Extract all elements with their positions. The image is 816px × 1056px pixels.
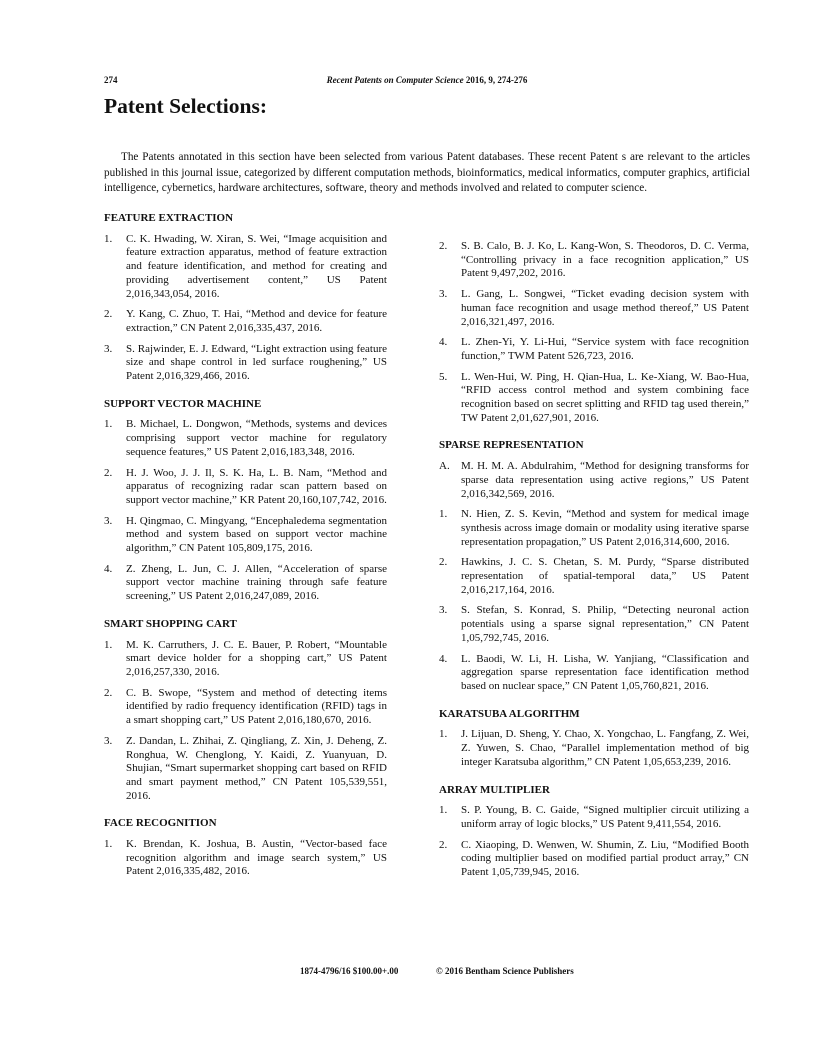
journal-volume: 2016, 9, 274-276	[463, 75, 528, 85]
patent-list-item	[439, 508, 749, 549]
item-citation: Z. Zheng, L. Jun, C. J. Allen, “Acceleration of sparse support vector machine training through safe feature screening,” US Patent 2,016,247,089, 2016.	[126, 562, 387, 603]
patent-list-item	[104, 838, 387, 879]
item-citation: Hawkins, J. C. S. Chetan, S. M. Purdy, “Sparse distributed representation of spatial-temporal data,” US Patent 2,016,217,164, 2016.	[461, 556, 749, 596]
item-number: 2.	[439, 838, 448, 851]
patent-list-item	[439, 604, 749, 645]
patent-list-item	[439, 288, 749, 329]
patent-list-item	[439, 839, 749, 880]
patent-list-item	[439, 240, 749, 281]
item-number: 4.	[104, 562, 113, 575]
section-heading: SMART SHOPPING CART	[104, 617, 237, 630]
intro-paragraph: The Patents annotated in this section have been selected from various Patent databases. These recent Patent s are relevant to the articles published in this journal issue, categorized by different computation methods, bioinformatics, medical informatics, computer graphics, artificial intelligence, cybernetics, hardware architectures, software, theory and methods involved and related to computer science.	[104, 151, 750, 195]
section-heading: KARATSUBA ALGORITHM	[439, 707, 580, 720]
item-number: 3.	[104, 734, 113, 747]
item-number: 1.	[104, 418, 113, 431]
section-heading: SPARSE REPRESENTATION	[439, 439, 584, 452]
patent-list-item	[439, 336, 749, 363]
journal-name: Recent Patents on Computer Science	[326, 75, 464, 85]
item-number: 3.	[439, 604, 448, 617]
item-number: 5.	[439, 370, 448, 383]
patent-list-item	[104, 515, 387, 556]
item-citation: L. Wen-Hui, W. Ping, H. Qian-Hua, L. Ke-Xiang, W. Bao-Hua, “RFID access control method and system combining face recognition based on secret splitting and RFID tag used therein,” TW Patent 2,01,627,901, 2016.	[461, 370, 749, 424]
item-citation: N. Hien, Z. S. Kevin, “Method and system for medical image synthesis across image domain or modality using iterative sparse representation propagation,” US Patent 2,016,314,600, 2016.	[461, 508, 749, 548]
item-citation: S. Stefan, S. Konrad, S. Philip, “Detecting neuronal action potentials using a sparse signal representation,” CN Patent 1,05,792,745, 2016.	[461, 604, 749, 644]
item-citation: C. K. Hwading, W. Xiran, S. Wei, “Image acquisition and feature extraction apparatus, method of feature extraction and feature identification, and method for creating and providing advertisement content,” US Patent 2,016,343,054, 2016.	[126, 232, 387, 300]
item-citation: L. Zhen-Yi, Y. Li-Hui, “Service system with face recognition function,” TWM Patent 526,723, 2016.	[461, 336, 749, 362]
item-number: 2.	[104, 466, 113, 479]
item-number: 4.	[439, 336, 448, 349]
item-citation: L. Gang, L. Songwei, “Ticket evading decision system with human face recognition and usage method thereof,” US Patent 2,016,321,497, 2016.	[461, 288, 749, 328]
section-array-multiplier	[439, 784, 749, 880]
item-number: 1.	[104, 232, 113, 245]
item-number: 1.	[104, 638, 113, 651]
item-citation: B. Michael, L. Dongwon, “Methods, systems and devices comprising support vector machine for regulatory sequence features,” US Patent 2,016,183,348, 2016.	[126, 418, 387, 458]
section-sparse-representation	[439, 439, 749, 693]
patent-list-item	[439, 804, 749, 831]
item-number: 3.	[104, 514, 113, 527]
section-heading: FEATURE EXTRACTION	[104, 212, 234, 224]
patent-list-item	[104, 308, 387, 335]
section-smart-shopping-cart	[104, 618, 387, 803]
section-face-recognition	[104, 817, 387, 879]
section-karatsuba-algorithm	[439, 708, 749, 770]
left-column	[104, 212, 387, 893]
item-citation: Z. Dandan, L. Zhihai, Z. Qingliang, Z. Xin, J. Deheng, Z. Ronghua, W. Chenglong, Y. Kaidi, Z. Yuanyuan, D. Shujian, “Smart supermarket shopping cart based on RFID and smart payment method,” CN Patent 105,539,551, 2016.	[126, 734, 387, 802]
item-number: 1.	[439, 804, 448, 817]
item-citation: S. P. Young, B. C. Gaide, “Signed multiplier circuit utilizing a uniform array of logic blocks,” US Patent 9,411,554, 2016.	[461, 804, 749, 830]
page-title: Patent Selections:	[104, 94, 268, 118]
patent-list-item	[439, 371, 749, 426]
item-citation: J. Lijuan, D. Sheng, Y. Chao, X. Yongchao, L. Fangfang, Z. Wei, Z. Yuwen, S. Chao, “Parallel implementation method of big integer Karatsuba algorithm,” CN Patent 1,05,653,239, 2016.	[461, 728, 749, 768]
item-citation: S. B. Calo, B. J. Ko, L. Kang-Won, S. Theodoros, D. C. Verma, “Controlling privacy in a face recognition application,” US Patent 9,497,202, 2016.	[461, 240, 749, 280]
item-citation: L. Baodi, W. Li, H. Lisha, W. Yanjiang, “Classification and aggregation sparse representation face identification method based on nuclear space,” CN Patent 1,05,760,821, 2016.	[461, 652, 749, 692]
item-citation: H. J. Woo, J. J. Il, S. K. Ha, L. B. Nam, “Method and apparatus of recognizing radar scan pattern based on support vector machine,” KR Patent 20,160,107,742, 2016.	[126, 466, 387, 506]
patent-list-item	[104, 563, 387, 604]
item-citation: C. Xiaoping, D. Wenwen, W. Shumin, Z. Liu, “Modified Booth coding multiplier based on modified partial product array,” CN Patent 1,05,739,945, 2016.	[461, 838, 749, 879]
item-number: 2.	[104, 308, 113, 321]
copyright: © 2016 Bentham Science Publishers	[436, 966, 574, 976]
section-support-vector-machine	[104, 398, 387, 604]
right-column	[439, 240, 749, 894]
item-citation: S. Rajwinder, E. J. Edward, “Light extraction using feature size and shape control in led surface roughening,” US Patent 2,016,329,466, 2016.	[126, 342, 387, 383]
item-number: 1.	[439, 728, 448, 741]
section-feature-extraction	[104, 212, 387, 384]
section-heading: ARRAY MULTIPLIER	[439, 783, 550, 796]
patent-list-item	[104, 687, 387, 728]
item-number: A.	[439, 460, 450, 473]
item-number: 2.	[439, 556, 448, 569]
item-number: 1.	[104, 838, 113, 851]
item-citation: C. B. Swope, “System and method of detecting items identified by radio frequency identification (RFID) tags in a smart shopping cart,” US Patent 2,016,180,670, 2016.	[126, 686, 387, 727]
issn-price: 1874-4796/16 $100.00+.00	[300, 966, 399, 976]
patent-list-item	[439, 728, 749, 769]
section-face-recognition-continued	[439, 240, 749, 425]
section-heading: FACE RECOGNITION	[104, 817, 217, 830]
item-number: 1.	[439, 508, 448, 521]
item-number: 3.	[439, 288, 448, 301]
item-citation: M. K. Carruthers, J. C. E. Bauer, P. Robert, “Mountable smart device holder for a shopping cart,” US Patent 2,016,257,330, 2016.	[126, 638, 387, 678]
item-number: 2.	[104, 686, 113, 699]
patent-list-item	[104, 735, 387, 804]
journal-citation	[104, 75, 750, 85]
patent-list-item	[439, 653, 749, 694]
patent-list-item	[104, 418, 387, 459]
patent-list-item	[439, 460, 749, 501]
section-heading: SUPPORT VECTOR MACHINE	[104, 397, 262, 410]
item-number: 4.	[439, 652, 448, 665]
item-citation: M. H. M. A. Abdulrahim, “Method for designing transforms for sparse data representation using active regions,” US Patent 2,016,342,569, 2016.	[461, 460, 749, 500]
item-number: 3.	[104, 342, 113, 355]
item-citation: Y. Kang, C. Zhuo, T. Hai, “Method and device for feature extraction,” CN Patent 2,016,335,437, 2016.	[126, 308, 387, 334]
patent-list-item	[439, 556, 749, 597]
patent-list-item	[104, 467, 387, 508]
page-number: 274	[104, 75, 118, 85]
patent-list-item	[104, 233, 387, 302]
item-citation: H. Qingmao, C. Mingyang, “Encephaledema segmentation method and system based on support vector machine algorithm,” CN Patent 105,809,175, 2016.	[126, 514, 387, 555]
patent-list-item	[104, 639, 387, 680]
patent-list-item	[104, 343, 387, 384]
item-citation: K. Brendan, K. Joshua, B. Austin, “Vector-based face recognition algorithm and image search system,” US Patent 2,016,335,482, 2016.	[126, 838, 387, 878]
item-number: 2.	[439, 240, 448, 252]
